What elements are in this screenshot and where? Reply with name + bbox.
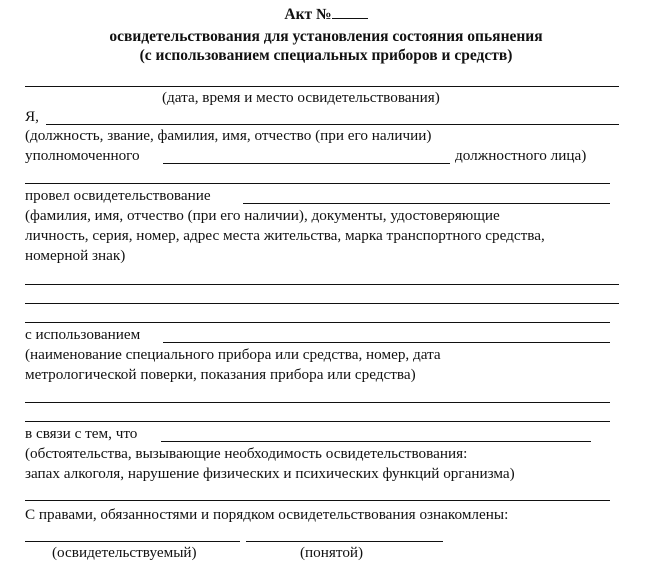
date-place-hint: (дата, время и место освидетельствования) — [162, 89, 440, 106]
blank-line-3[interactable] — [25, 303, 619, 304]
examinee-line[interactable] — [243, 203, 610, 204]
witness-signature-caption: (понятой) — [300, 544, 364, 561]
act-number-blank[interactable] — [332, 5, 368, 19]
conducted-label: провел освидетельствование — [25, 187, 211, 204]
reason-line[interactable] — [161, 441, 591, 442]
examinee-signature-caption: (освидетельствуемый) — [52, 544, 197, 561]
person-hint-1: (фамилия, имя, отчество (при его наличии), документы, удостоверяющие — [25, 207, 500, 224]
reason-hint-1: (обстоятельства, вызывающие необходимость освидетельствования: — [25, 445, 468, 462]
witness-signature-line[interactable] — [246, 541, 443, 542]
official-name-line[interactable] — [46, 124, 619, 125]
person-hint-3: номерной знак) — [25, 247, 126, 264]
using-label: с использованием — [25, 326, 141, 343]
examinee-signature-line[interactable] — [25, 541, 240, 542]
act-subtitle-note: (с использованием специальных приборов и средств) — [139, 47, 513, 64]
blank-line-4[interactable] — [25, 322, 610, 323]
act-title-prefix: Акт № — [284, 6, 332, 23]
blank-line-7[interactable] — [25, 500, 610, 501]
i-label: Я, — [25, 108, 39, 125]
authorized-line[interactable] — [163, 163, 450, 164]
acquainted-text: С правами, обязанностями и порядком освидетельствования ознакомлены: — [25, 506, 509, 523]
authorized-label: уполномоченного — [25, 147, 140, 164]
reason-label: в связи с тем, что — [25, 425, 138, 442]
official-hint: (должность, звание, фамилия, имя, отчество (при его наличии) — [25, 127, 432, 144]
date-place-line[interactable] — [25, 86, 619, 87]
blank-line-2[interactable] — [25, 284, 619, 285]
blank-line-5[interactable] — [25, 402, 610, 403]
act-subtitle: освидетельствования для установления состояния опьянения — [109, 28, 543, 45]
blank-line-1[interactable] — [25, 183, 610, 184]
blank-line-6[interactable] — [25, 421, 610, 422]
device-hint-1: (наименование специального прибора или средства, номер, дата — [25, 346, 441, 363]
device-line[interactable] — [163, 342, 610, 343]
act-title — [0, 5, 652, 24]
device-hint-2: метрологической поверки, показания прибора или средства) — [25, 366, 416, 383]
official-suffix: должностного лица) — [455, 147, 587, 164]
reason-hint-2: запах алкоголя, нарушение физических и психических функций организма) — [25, 465, 515, 482]
person-hint-2: личность, серия, номер, адрес места жительства, марка транспортного средства, — [25, 227, 545, 244]
